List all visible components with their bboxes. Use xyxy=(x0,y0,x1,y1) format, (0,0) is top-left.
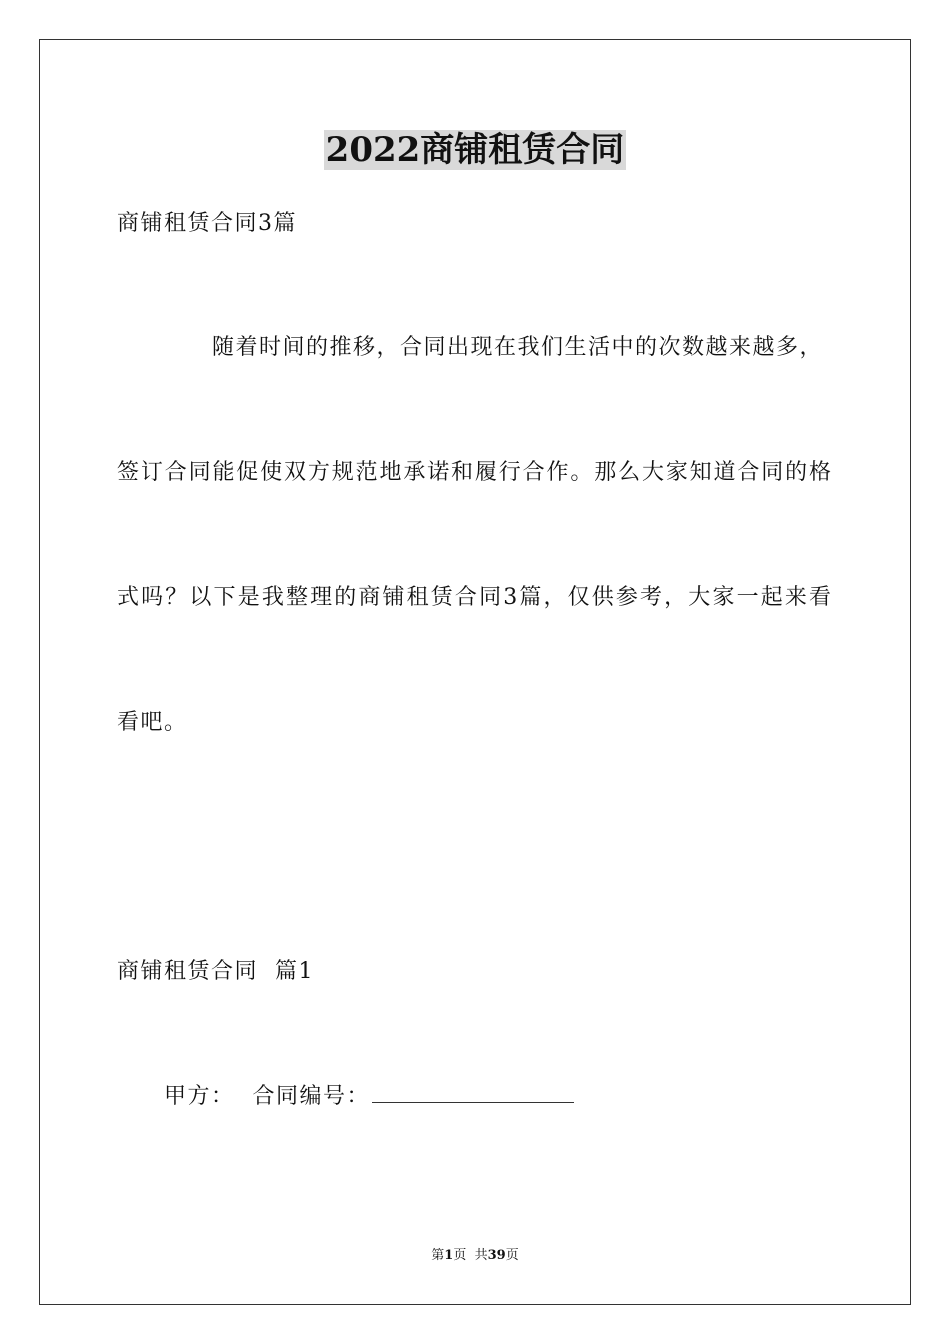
section-heading: 商铺租赁合同 篇1 xyxy=(117,959,314,984)
party-a-label: 甲方： xyxy=(164,1084,235,1109)
document-title xyxy=(0,128,950,172)
intro-line-4: 看吧。 xyxy=(117,710,188,735)
contract-no-label: 合同编号： xyxy=(252,1084,371,1109)
intro-line-3: 式吗？以下是我整理的商铺租赁合同3篇，仅供参考，大家一起来看 xyxy=(117,585,831,610)
footer-page-suffix: 页 xyxy=(505,1248,519,1263)
party-a-row xyxy=(164,1082,764,1112)
document-title-text: 2022商铺租赁合同 xyxy=(325,130,625,170)
footer-page-mid: 页 共 xyxy=(453,1248,488,1263)
document-subtitle: 商铺租赁合同3篇 xyxy=(117,211,297,236)
page-footer xyxy=(0,1247,950,1265)
footer-page-number: 1 xyxy=(444,1248,454,1263)
contract-no-blank[interactable] xyxy=(372,1082,574,1103)
footer-total-pages: 39 xyxy=(487,1248,506,1263)
intro-line-1: 随着时间的推移，合同出现在我们生活中的次数越来越多， xyxy=(212,335,824,360)
intro-line-2: 签订合同能促使双方规范地承诺和履行合作。那么大家知道合同的格 xyxy=(117,460,831,485)
footer-page-prefix: 第 xyxy=(431,1248,445,1263)
